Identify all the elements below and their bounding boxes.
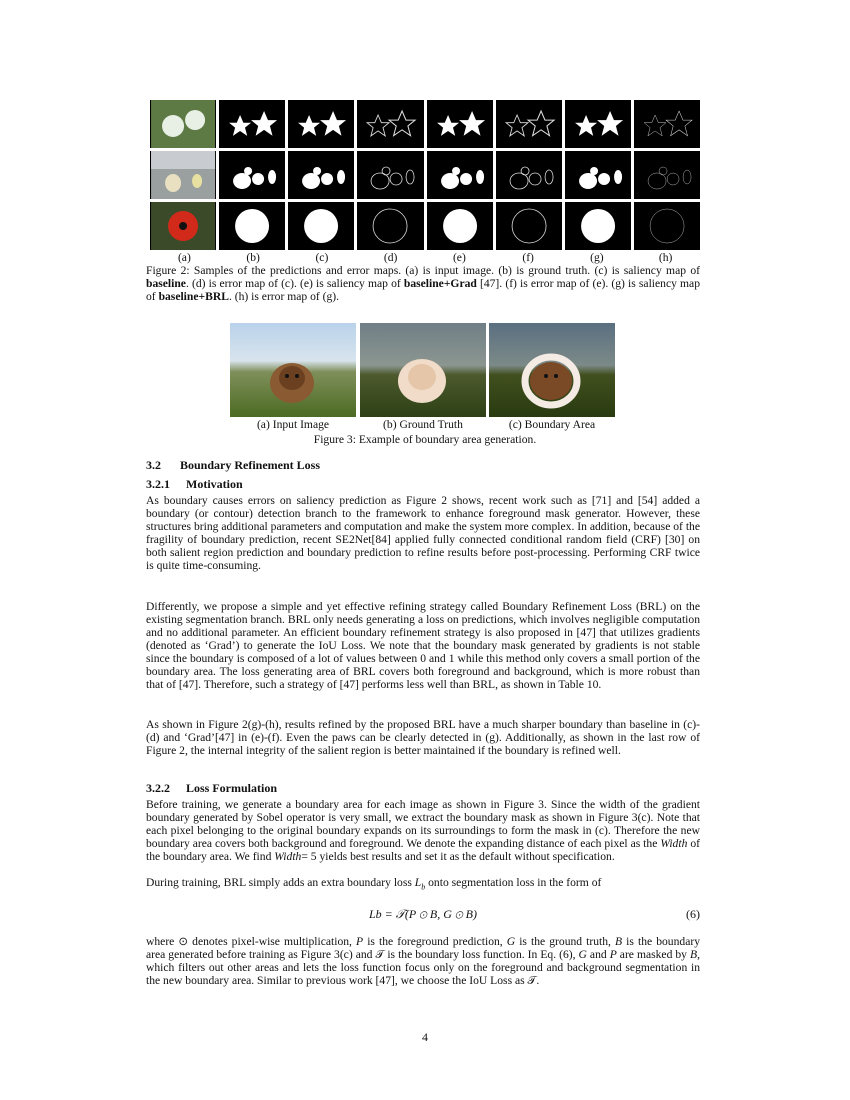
figure-2-image-chicks-brl-error — [634, 151, 700, 199]
text-segment: . (d) is error map of (c). (e) is saliency map of — [185, 277, 404, 290]
text-segment: baseline+Grad — [403, 277, 477, 290]
figure-3-input-image — [230, 323, 356, 417]
paragraph-loss-3 — [146, 935, 700, 987]
figure-2-image-red-flower-baseline-error — [357, 202, 423, 250]
figure-3-label-c: (c) Boundary Area — [508, 418, 596, 431]
text-segment: are masked by — [616, 948, 690, 961]
figure-2-image-red-flower-grad-error — [496, 202, 562, 250]
text-segment: As shown in Figure 2(g)-(h), results refined by the proposed BRL have a much sharper boundary than baseline in (c)-(d) and ‘Grad’[47] in (e)-(f). Even the paws can be clearly detected in (g). Additionally, as shown in the last row of Figure 2, the internal integrity of the salient region is better maintained if the boundary is refined well. — [146, 718, 700, 757]
text-segment: Width — [274, 850, 302, 863]
figure-2-sublabel: (h) — [658, 251, 673, 264]
text-segment: is the foreground prediction, — [363, 935, 507, 948]
subsection-heading-loss — [146, 782, 700, 795]
figure-2-image-chicks-brl-saliency — [565, 151, 631, 199]
text-segment: , which filters out other areas and lets the loss function focus only on the foreground and background segmentation in the new boundary area. Similar to previous work [47], we choose the IoU Loss as 𝒯. — [146, 948, 700, 987]
figure-3-label-a: (a) Input Image — [256, 418, 330, 431]
figure-2-image-red-flower-ground-truth — [219, 202, 285, 250]
figure-2-sublabel: (b) — [246, 251, 260, 264]
figure-2-image-chicks-baseline-saliency — [288, 151, 354, 199]
text-segment: G — [578, 948, 587, 961]
subsection-number: 3.2.2 — [146, 781, 170, 795]
text-segment: L — [414, 876, 422, 889]
figure-2-image-flowers-brl-error — [634, 100, 700, 148]
figure-2-image-flowers-input — [150, 100, 216, 148]
text-segment: During training, BRL simply adds an extra boundary loss — [146, 876, 415, 889]
figure-3-boundary-area-image — [489, 323, 615, 417]
paragraph-motivation-1 — [146, 494, 700, 572]
paragraph-motivation-3 — [146, 718, 700, 757]
subsection-title: Loss Formulation — [186, 781, 278, 795]
text-segment: Figure 2: Samples of the predictions and error maps. (a) is input image. (b) is ground truth. (c) is saliency map of — [146, 264, 700, 277]
figure-2-caption — [146, 264, 700, 303]
figure-2-sublabel: (e) — [452, 251, 466, 264]
figure-2-sublabels — [150, 251, 700, 264]
figure-2-image-chicks-input — [150, 151, 216, 199]
text-segment: onto segmentation loss in the form of — [425, 876, 602, 889]
subsection-number: 3.2.1 — [146, 477, 170, 491]
figure-2-sublabel: (f) — [522, 251, 534, 264]
figure-2-sublabel: (a) — [177, 251, 191, 264]
section-number: 3.2 — [146, 458, 161, 472]
equation-number: (6) — [686, 907, 700, 921]
text-segment: . (h) is error map of (g). — [228, 290, 340, 303]
paragraph-loss-2 — [146, 876, 700, 893]
text-segment: of the boundary area. We find — [146, 837, 700, 863]
figure-2-image-chicks-baseline-error — [357, 151, 423, 199]
figure-2-image-flowers-grad-error — [496, 100, 562, 148]
figure-2-image-flowers-brl-saliency — [565, 100, 631, 148]
paragraph-loss-1 — [146, 798, 700, 863]
figure-3-ground-truth-image — [360, 323, 486, 417]
text-segment: baseline — [146, 277, 186, 290]
figure-2-image-red-flower-brl-saliency — [565, 202, 631, 250]
page-number: 4 — [422, 1030, 428, 1044]
figure-2-image-flowers-grad-saliency — [427, 100, 493, 148]
figure-3-label-b: (b) Ground Truth — [383, 418, 463, 431]
subsection-heading-motivation — [146, 478, 700, 491]
figure-2-image-flowers-ground-truth — [219, 100, 285, 148]
figure-2-grid — [150, 100, 700, 250]
figure-2-image-flowers-baseline-error — [357, 100, 423, 148]
subsection-title: Motivation — [186, 477, 243, 491]
section-title: Boundary Refinement Loss — [180, 458, 321, 472]
text-segment: Differently, we propose a simple and yet effective refining strategy called Boundary Refinement Loss (BRL) on the existing segmentation branch. BRL only needs generating a loss on predictions, which involves negligible computation and no additional parameter. An efficient boundary refinement strategy is also proposed in [47] that utilizes gradients (denoted as ‘Grad’) to generate the IoU Loss. We note that the boundary mask generated by gradients is not stable since the boundary is composed of a lot of values between 0 and 1 while this method only covers a small portion of the boundary area. The loss generating area of BRL covers both foreground and background, which is more robust than that of [47]. Therefore, such a strategy of [47] performs less well than BRL, as shown in Table 10. — [146, 600, 700, 691]
figure-2-image-red-flower-baseline-saliency — [288, 202, 354, 250]
figure-3-caption: Figure 3: Example of boundary area generation. — [313, 433, 537, 446]
text-segment: B — [690, 948, 698, 961]
text-segment: G — [506, 935, 516, 948]
text-segment: where ⊙ denotes pixel-wise multiplication, — [146, 935, 357, 948]
section-heading — [146, 459, 700, 472]
figure-2-sublabel: (d) — [383, 251, 398, 264]
figure-2-image-red-flower-brl-error — [634, 202, 700, 250]
text-segment: b — [421, 882, 426, 892]
text-segment: Width — [660, 837, 688, 850]
text-segment: [47]. (f) is error map of (e). (g) is saliency map of — [146, 277, 700, 303]
text-segment: = 5 yields best results and set it as the default without specification. — [301, 850, 615, 863]
figure-2-image-chicks-ground-truth — [219, 151, 285, 199]
figure-2-sublabel: (c) — [315, 251, 329, 264]
equation-formula: Lb = 𝒯(P ⊙ B, G ⊙ B) — [368, 907, 478, 921]
figure-2-sublabel: (g) — [590, 251, 604, 264]
text-segment: P — [356, 935, 364, 948]
text-segment: B — [615, 935, 623, 948]
text-segment: As boundary causes errors on saliency prediction as Figure 2 shows, recent work such as [71] and [54] added a boundary (or contour) detection branch to the framework to enhance foreground mask generator. However, these structures bring additional parameters and computation and make the system more complex. In addition, because of the fragility of boundary prediction, recent SE2Net[84] applied fully connected conditional random field (CRF) [30] on both salient region prediction and boundary prediction to refine results before post-processing. Performing CRF twice is quite time-consuming. — [146, 494, 700, 572]
figure-2-image-chicks-grad-saliency — [427, 151, 493, 199]
figure-2-image-flowers-baseline-saliency — [288, 100, 354, 148]
text-segment: Before training, we generate a boundary area for each image as shown in Figure 3. Since the width of the gradient boundary generated by Sobel operator is very small, we extract the boundary mask as shown in Figure 3(c). Note that each pixel belonging to the original boundary expands on its surroundings to form the mask in (c). Therefore the new boundary area covers both background and foreground. We denote the expanding distance of each pixel as the — [146, 798, 700, 850]
text-segment: is the ground truth, — [515, 935, 616, 948]
text-segment: P — [609, 948, 617, 961]
figure-2-image-red-flower-grad-saliency — [427, 202, 493, 250]
text-segment: baseline+BRL — [158, 290, 229, 303]
figure-2-image-red-flower-input — [150, 202, 216, 250]
paragraph-motivation-2 — [146, 600, 700, 691]
text-segment: and — [586, 948, 610, 961]
figure-2-image-chicks-grad-error — [496, 151, 562, 199]
text-segment: is the boundary area generated before training as Figure 3(c) and 𝒯 is the boundary loss function. In Eq. (6), — [146, 935, 700, 961]
